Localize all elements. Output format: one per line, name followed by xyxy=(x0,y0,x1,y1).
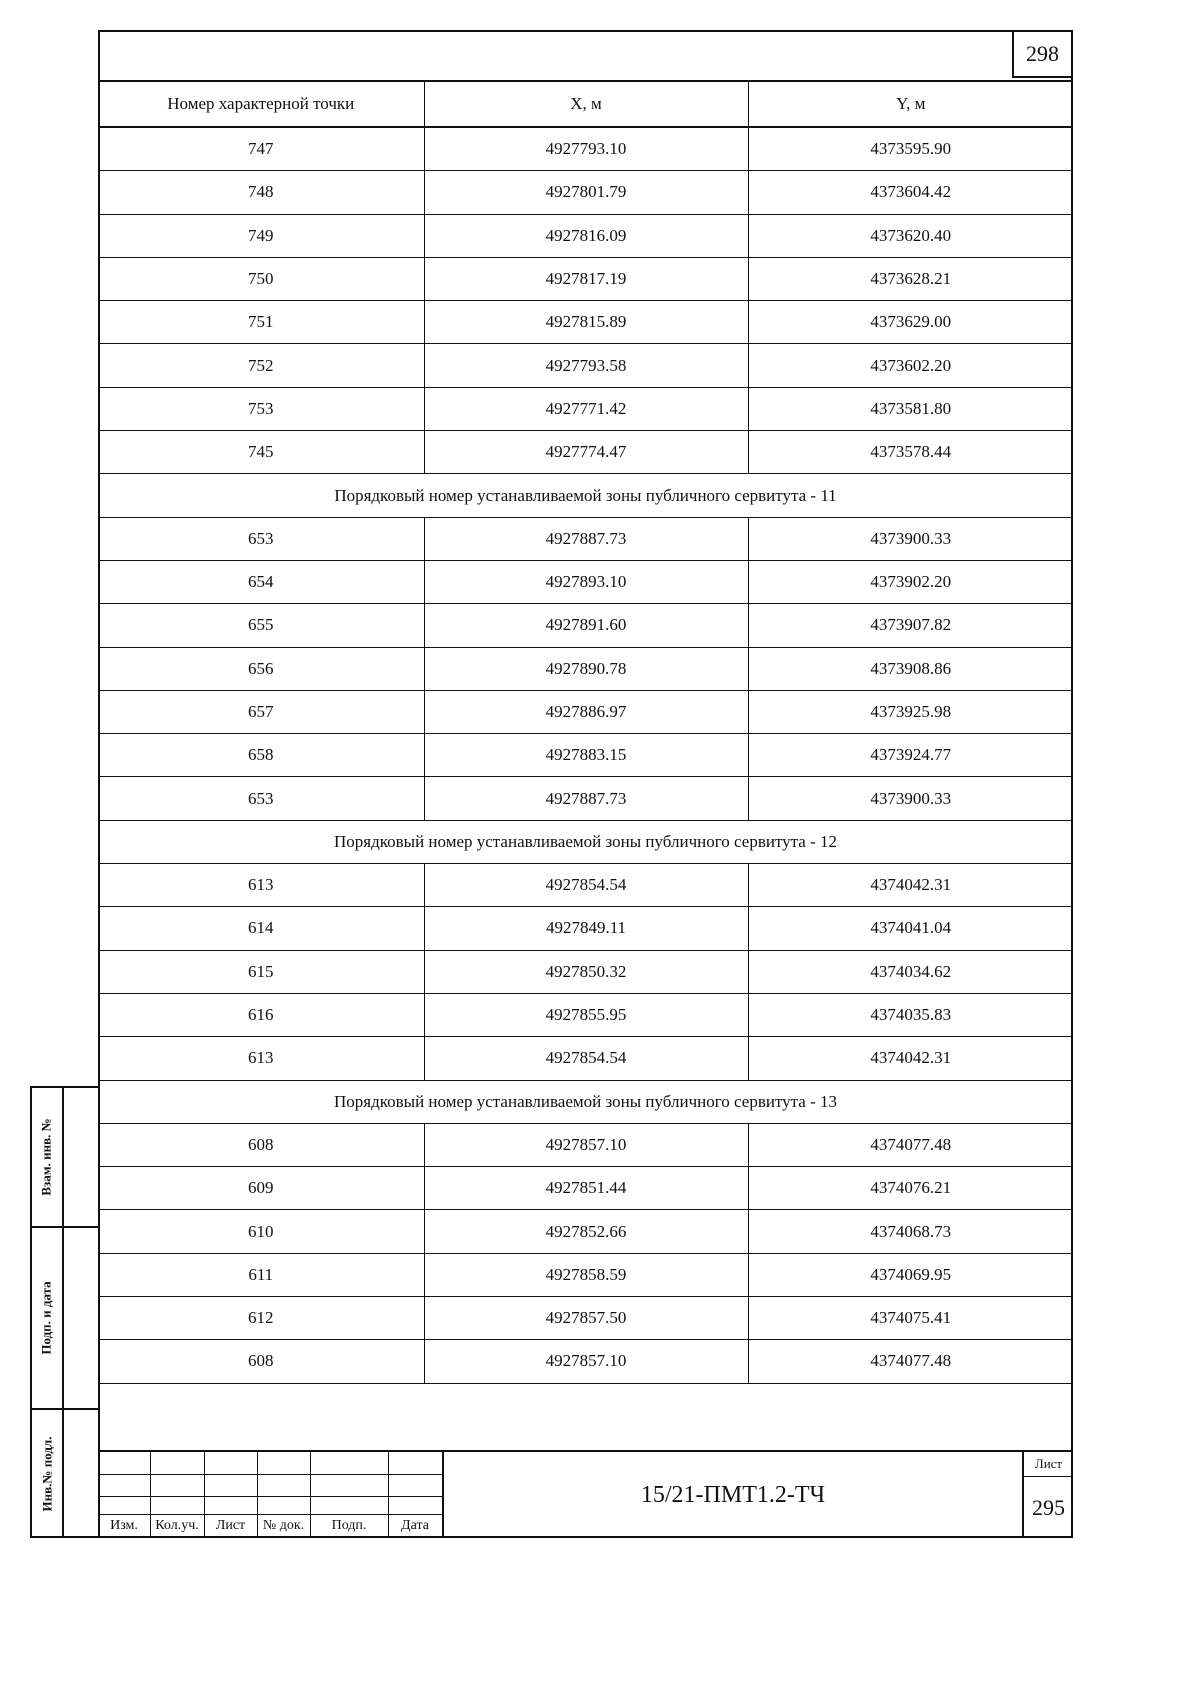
point-number-cell: 613 xyxy=(98,1037,424,1080)
y-coordinate-cell: 4373604.42 xyxy=(748,171,1073,214)
x-coordinate-cell: 4927886.97 xyxy=(424,690,748,733)
vzam-value xyxy=(62,1088,100,1228)
table-row xyxy=(98,1167,1073,1210)
header-point-number: Номер характерной точки xyxy=(98,81,424,127)
header-y: Y, м xyxy=(748,81,1073,127)
table-row xyxy=(98,1253,1073,1296)
table-row xyxy=(98,431,1073,474)
table-row xyxy=(98,864,1073,907)
x-coordinate-cell: 4927774.47 xyxy=(424,431,748,474)
point-number-cell: 752 xyxy=(98,344,424,387)
x-coordinate-cell: 4927851.44 xyxy=(424,1167,748,1210)
point-number-cell: 616 xyxy=(98,993,424,1036)
table-row xyxy=(98,387,1073,430)
zone-title: Порядковый номер устанавливаемой зоны публичного сервитута - 13 xyxy=(98,1080,1073,1123)
y-coordinate-cell: 4373581.80 xyxy=(748,387,1073,430)
y-coordinate-cell: 4373602.20 xyxy=(748,344,1073,387)
point-number-cell: 612 xyxy=(98,1297,424,1340)
sheet-label: Лист xyxy=(1024,1452,1073,1477)
table-row xyxy=(98,1210,1073,1253)
y-coordinate-cell: 4374035.83 xyxy=(748,993,1073,1036)
point-number-cell: 609 xyxy=(98,1167,424,1210)
y-coordinate-cell: 4374042.31 xyxy=(748,1037,1073,1080)
inv-cell xyxy=(32,1410,62,1538)
inv-label: Инв.№ подл. xyxy=(39,1436,55,1512)
table-row xyxy=(98,690,1073,733)
table-row xyxy=(98,1037,1073,1080)
label-izm: Изм. xyxy=(110,1518,138,1533)
sheet-number: 295 xyxy=(1032,1495,1065,1520)
x-coordinate-cell: 4927857.50 xyxy=(424,1297,748,1340)
zone-title: Порядковый номер устанавливаемой зоны публичного сервитута - 11 xyxy=(98,474,1073,517)
table-row xyxy=(98,1123,1073,1166)
zone-header-row xyxy=(98,820,1073,863)
table-row xyxy=(98,647,1073,690)
label-kol-uch: Кол.уч. xyxy=(155,1518,199,1533)
table-row xyxy=(98,517,1073,560)
point-number-cell: 657 xyxy=(98,690,424,733)
point-number-cell: 615 xyxy=(98,950,424,993)
zone-header-row xyxy=(98,1080,1073,1123)
y-coordinate-cell: 4373908.86 xyxy=(748,647,1073,690)
x-coordinate-cell: 4927893.10 xyxy=(424,560,748,603)
y-coordinate-cell: 4373907.82 xyxy=(748,604,1073,647)
y-coordinate-cell: 4374076.21 xyxy=(748,1167,1073,1210)
label-list: Лист xyxy=(215,1518,246,1533)
table-row xyxy=(98,214,1073,257)
table-body xyxy=(98,127,1073,1383)
x-coordinate-cell: 4927891.60 xyxy=(424,604,748,647)
point-number-cell: 753 xyxy=(98,387,424,430)
vzam-cell xyxy=(32,1088,62,1228)
y-coordinate-cell: 4373925.98 xyxy=(748,690,1073,733)
y-coordinate-cell: 4374034.62 xyxy=(748,950,1073,993)
y-coordinate-cell: 4373900.33 xyxy=(748,517,1073,560)
vzam-label: Взам. инв. № xyxy=(39,1118,55,1196)
side-stamp xyxy=(30,1086,98,1538)
page-number: 298 xyxy=(1012,30,1073,78)
y-coordinate-cell: 4373620.40 xyxy=(748,214,1073,257)
table-row xyxy=(98,301,1073,344)
table-row xyxy=(98,1340,1073,1383)
y-coordinate-cell: 4374077.48 xyxy=(748,1340,1073,1383)
sheet-box xyxy=(1022,1452,1073,1538)
point-number-cell: 611 xyxy=(98,1253,424,1296)
point-number-cell: 614 xyxy=(98,907,424,950)
inv-value xyxy=(62,1410,100,1538)
table-row xyxy=(98,950,1073,993)
x-coordinate-cell: 4927883.15 xyxy=(424,734,748,777)
table-row xyxy=(98,604,1073,647)
document-code: 15/21-ПМТ1.2-ТЧ xyxy=(442,1452,1022,1538)
point-number-cell: 658 xyxy=(98,734,424,777)
table-row xyxy=(98,171,1073,214)
x-coordinate-cell: 4927801.79 xyxy=(424,171,748,214)
y-coordinate-cell: 4373578.44 xyxy=(748,431,1073,474)
coordinates-table xyxy=(98,80,1073,1384)
table-row xyxy=(98,560,1073,603)
point-number-cell: 608 xyxy=(98,1123,424,1166)
point-number-cell: 610 xyxy=(98,1210,424,1253)
point-number-cell: 751 xyxy=(98,301,424,344)
table-row xyxy=(98,734,1073,777)
y-coordinate-cell: 4374075.41 xyxy=(748,1297,1073,1340)
x-coordinate-cell: 4927857.10 xyxy=(424,1123,748,1166)
x-coordinate-cell: 4927857.10 xyxy=(424,1340,748,1383)
podp-label: Подп. и дата xyxy=(39,1281,55,1355)
x-coordinate-cell: 4927854.54 xyxy=(424,864,748,907)
label-data: Дата xyxy=(401,1518,429,1533)
y-coordinate-cell: 4374068.73 xyxy=(748,1210,1073,1253)
y-coordinate-cell: 4373629.00 xyxy=(748,301,1073,344)
x-coordinate-cell: 4927793.10 xyxy=(424,127,748,171)
x-coordinate-cell: 4927887.73 xyxy=(424,517,748,560)
revision-grid xyxy=(98,1452,442,1538)
x-coordinate-cell: 4927854.54 xyxy=(424,1037,748,1080)
x-coordinate-cell: 4927816.09 xyxy=(424,214,748,257)
x-coordinate-cell: 4927855.95 xyxy=(424,993,748,1036)
point-number-cell: 745 xyxy=(98,431,424,474)
point-number-cell: 749 xyxy=(98,214,424,257)
table-row xyxy=(98,993,1073,1036)
label-podp: Подп. xyxy=(331,1518,367,1533)
table-header-row xyxy=(98,81,1073,127)
point-number-cell: 654 xyxy=(98,560,424,603)
point-number-cell: 655 xyxy=(98,604,424,647)
x-coordinate-cell: 4927771.42 xyxy=(424,387,748,430)
table-row xyxy=(98,127,1073,171)
point-number-cell: 613 xyxy=(98,864,424,907)
point-number-cell: 750 xyxy=(98,257,424,300)
x-coordinate-cell: 4927815.89 xyxy=(424,301,748,344)
x-coordinate-cell: 4927890.78 xyxy=(424,647,748,690)
y-coordinate-cell: 4373902.20 xyxy=(748,560,1073,603)
point-number-cell: 747 xyxy=(98,127,424,171)
x-coordinate-cell: 4927849.11 xyxy=(424,907,748,950)
title-block xyxy=(98,1450,1073,1538)
y-coordinate-cell: 4373924.77 xyxy=(748,734,1073,777)
x-coordinate-cell: 4927793.58 xyxy=(424,344,748,387)
table-row xyxy=(98,1297,1073,1340)
zone-title: Порядковый номер устанавливаемой зоны публичного сервитута - 12 xyxy=(98,820,1073,863)
point-number-cell: 608 xyxy=(98,1340,424,1383)
y-coordinate-cell: 4374069.95 xyxy=(748,1253,1073,1296)
podp-value xyxy=(62,1228,100,1410)
x-coordinate-cell: 4927858.59 xyxy=(424,1253,748,1296)
table-row xyxy=(98,344,1073,387)
y-coordinate-cell: 4373628.21 xyxy=(748,257,1073,300)
table-row xyxy=(98,907,1073,950)
x-coordinate-cell: 4927852.66 xyxy=(424,1210,748,1253)
point-number-cell: 748 xyxy=(98,171,424,214)
point-number-cell: 653 xyxy=(98,517,424,560)
x-coordinate-cell: 4927850.32 xyxy=(424,950,748,993)
x-coordinate-cell: 4927887.73 xyxy=(424,777,748,820)
header-x: X, м xyxy=(424,81,748,127)
x-coordinate-cell: 4927817.19 xyxy=(424,257,748,300)
table-row xyxy=(98,257,1073,300)
zone-header-row xyxy=(98,474,1073,517)
y-coordinate-cell: 4374041.04 xyxy=(748,907,1073,950)
podp-cell xyxy=(32,1228,62,1410)
y-coordinate-cell: 4374077.48 xyxy=(748,1123,1073,1166)
point-number-cell: 656 xyxy=(98,647,424,690)
point-number-cell: 653 xyxy=(98,777,424,820)
label-n-dok: № док. xyxy=(262,1518,305,1533)
table-row xyxy=(98,777,1073,820)
y-coordinate-cell: 4373595.90 xyxy=(748,127,1073,171)
y-coordinate-cell: 4374042.31 xyxy=(748,864,1073,907)
y-coordinate-cell: 4373900.33 xyxy=(748,777,1073,820)
